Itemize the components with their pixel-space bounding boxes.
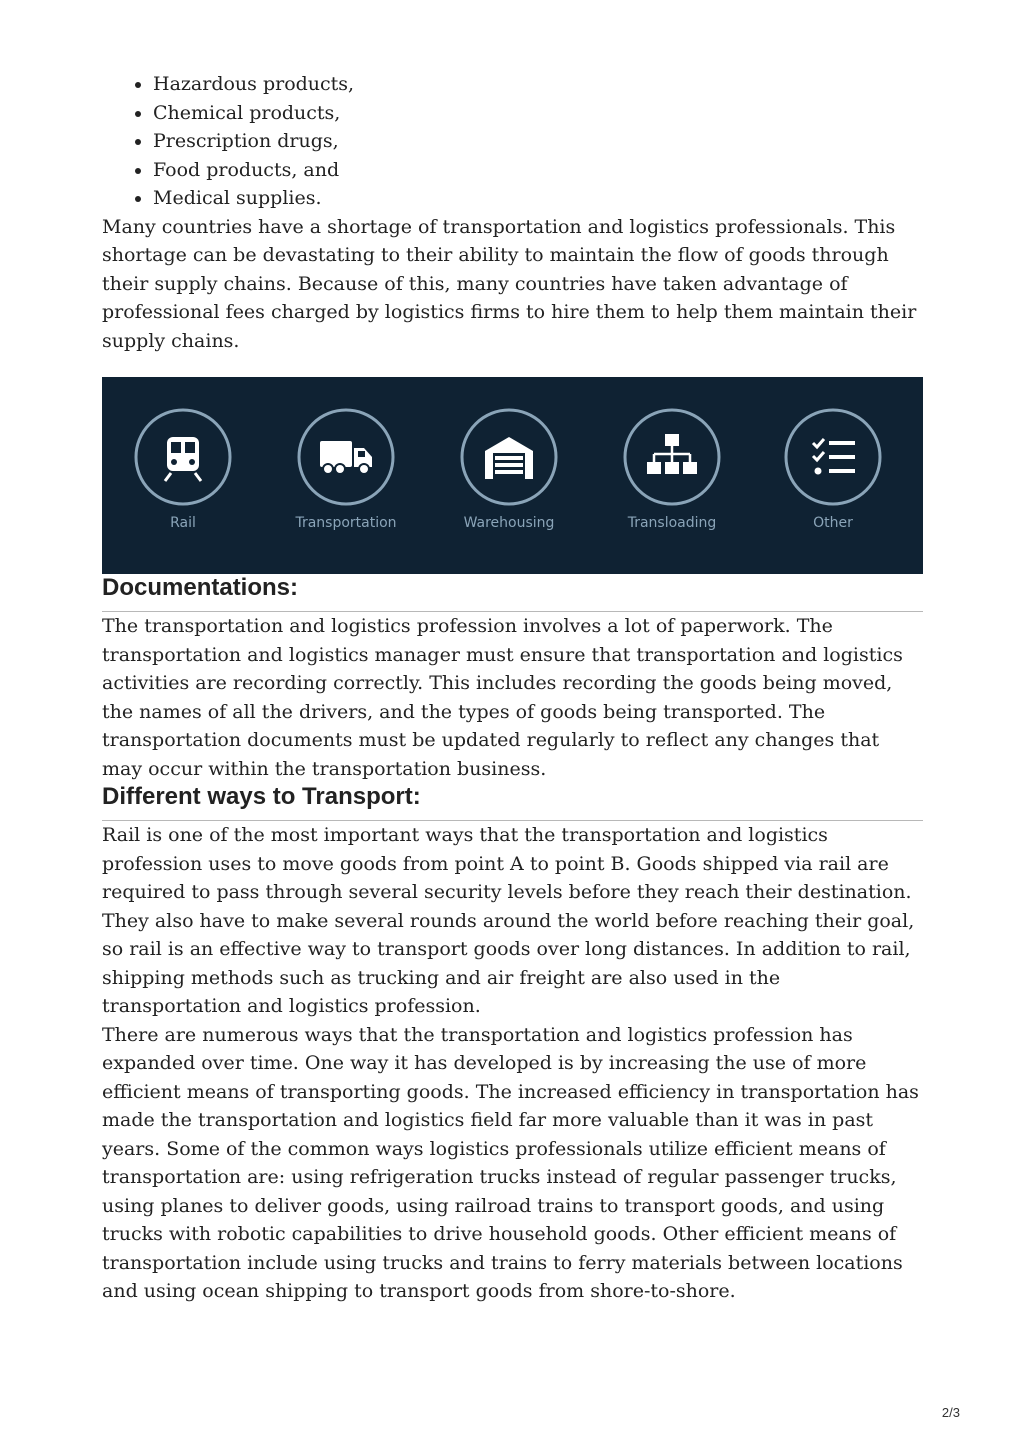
service-label: Other <box>813 515 853 531</box>
list-item: • Medical supplies. <box>153 184 923 213</box>
truck-icon <box>296 407 396 507</box>
service-label: Rail <box>170 515 196 531</box>
heading-ways-to-transport: Different ways to Transport: <box>102 783 923 821</box>
warehouse-icon <box>459 407 559 507</box>
paragraph-rail: Rail is one of the most important ways that the transportation and logistics profession uses to move goods from point A to point B. Goods shipped via rail are required to pass through several security levels before they reach their destination. They also have to make several rounds around the world before reaching their goal, so rail is an effective way to transport goods over long distances. In addition to rail, shipping methods such as trucking and air freight are also used in the transportation and logistics profession. <box>102 824 915 1017</box>
services-banner <box>102 377 923 574</box>
list-item: • Hazardous products, <box>153 70 923 99</box>
page-number: 2/3 <box>941 1405 960 1420</box>
hierarchy-icon <box>622 407 722 507</box>
service-warehousing <box>434 407 584 531</box>
checklist-icon <box>783 407 883 507</box>
list-item: • Chemical products, <box>153 99 923 128</box>
document-body <box>102 70 923 1306</box>
service-transloading <box>597 407 747 531</box>
paragraph-documentations: The transportation and logistics profession involves a lot of paperwork. The transportation and logistics manager must ensure that transportation and logistics activities are recording correctly. This includes recording the goods being moved, the names of all the drivers, and the types of goods being transported. The transportation documents must be updated regularly to reflect any changes that may occur within the transportation business. <box>102 615 903 780</box>
service-other <box>758 407 908 531</box>
list-item: • Prescription drugs, <box>153 127 923 156</box>
paragraph-shortage: Many countries have a shortage of transportation and logistics professionals. This shortage can be devastating to their ability to maintain the flow of goods through their supply chains. Because of this, many countries have taken advantage of professional fees charged by logistics firms to hire them to help them maintain their supply chains. <box>102 215 917 352</box>
heading-documentations: Documentations: <box>102 574 923 612</box>
service-label: Warehousing <box>463 515 555 531</box>
service-label: Transportation <box>295 515 397 531</box>
service-rail <box>108 407 258 531</box>
train-icon <box>133 407 233 507</box>
service-transportation <box>271 407 421 531</box>
paragraph-expansion: There are numerous ways that the transportation and logistics profession has expanded over time. One way it has developed is by increasing the use of more efficient means of transporting goods. The increased efficiency in transportation has made the transportation and logistics field far more valuable than it was in past years. Some of the common ways logistics professionals utilize efficient means of transportation are: using refrigeration trucks instead of regular passenger trucks, using planes to deliver goods, using railroad trains to transport goods, and using trucks with robotic capabilities to drive household goods. Other efficient means of transportation include using trucks and trains to ferry materials between locations and using ocean shipping to transport goods from shore-to-shore. <box>102 1023 919 1302</box>
service-label: Transloading <box>627 515 717 531</box>
list-item: • Food products, and <box>153 156 923 185</box>
product-list <box>102 70 923 213</box>
